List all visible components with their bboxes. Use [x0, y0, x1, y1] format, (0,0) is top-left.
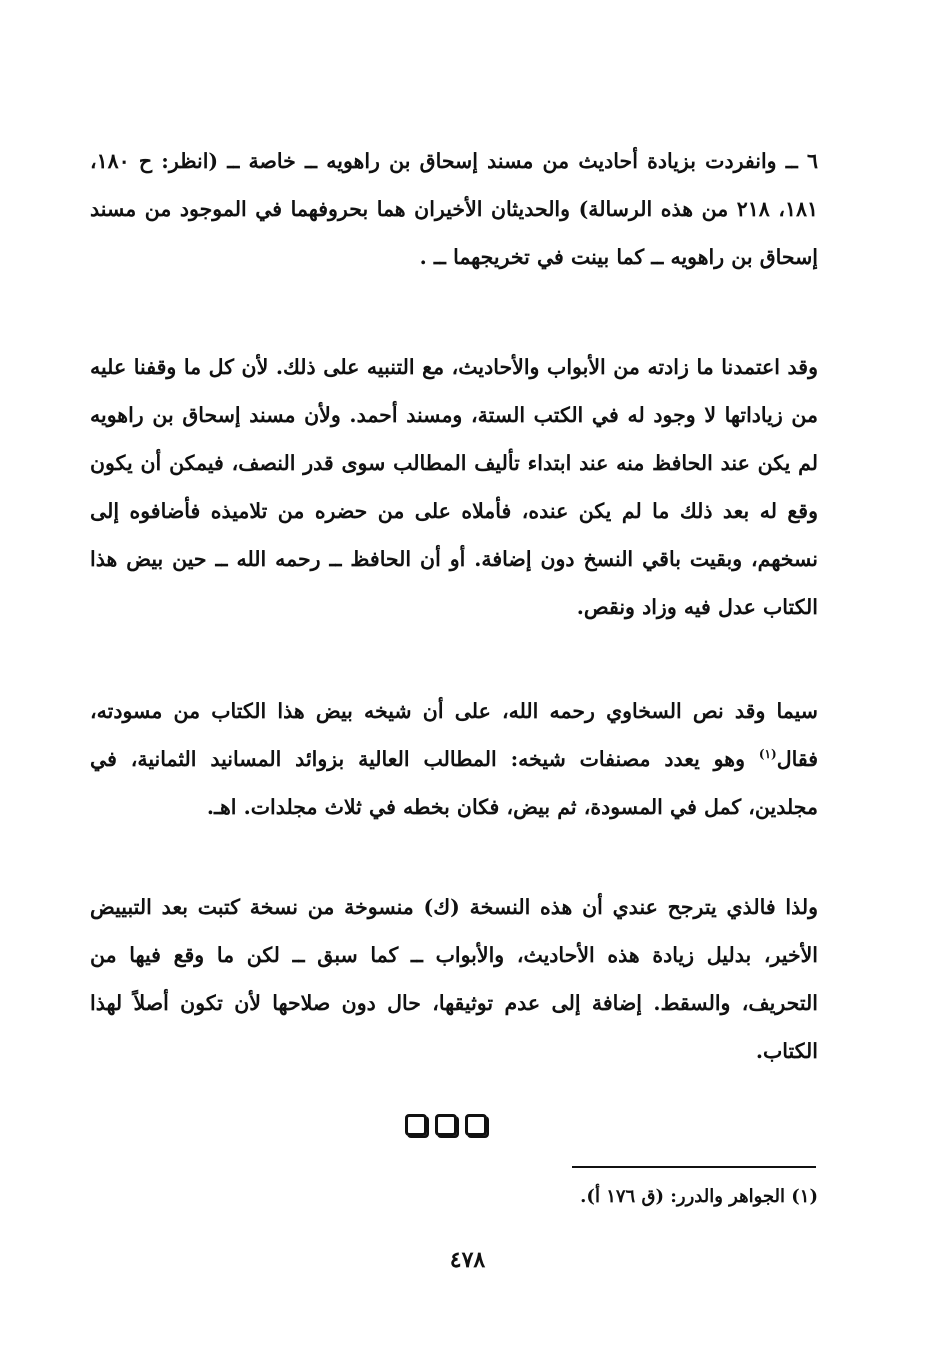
paragraph-sakhawi-quote: [90, 687, 818, 831]
page-number: ٤٧٨: [449, 1247, 486, 1273]
paragraph-text-start: سيما وقد نص السخاوي رحمه الله، على أن شيخه بيض هذا الكتاب من مسودته، فقال: [90, 698, 818, 771]
ornament-square-icon: [465, 1114, 487, 1136]
paragraph-item-6: ٦ ــ وانفردت بزيادة أحاديث من مسند إسحاق بن راهويه ــ خاصة ــ (انظر: ح ١٨٠، ١٨١، ٢١٨ من هذه الرسالة) والحديثان الأخيران هما بحروفهما في الموجود من مسند إسحاق بن راهويه ــ كما بينت في تخريجهما ــ .: [90, 148, 818, 269]
paragraph-text-end: وهو يعدد مصنفات شيخه: المطالب العالية بزوائد المسانيد الثمانية، في مجلدين، كمل في المسودة، ثم بيض، فكان بخطه في ثلاث مجلدات. اهـ.: [90, 746, 818, 819]
footnote-divider: [572, 1166, 816, 1168]
ornament-square-icon: [405, 1114, 427, 1136]
paragraph-adoption-reason: وقد اعتمدنا ما زادته من الأبواب والأحاديث، مع التنبيه على ذلك. لأن كل ما وقفنا عليه من زياداتها لا وجود له في الكتب الستة، ومسند أحمد. ولأن مسند إسحاق بن راهويه لم يكن عند الحافظ منه عند ابتداء تأليف المطالب سوى قدر النصف، فيمكن أن يكون وقع له بعد ذلك ما لم يكن عنده، فأملاه على من حضره من تلاميذه فأضافوه إلى نسخهم، وبقيت باقي النسخ دون إضافة. أو أن الحافظ ــ رحمه الله ــ حين بيض هذا الكتاب عدل فيه وزاد ونقص.: [90, 354, 818, 619]
paragraph-conclusion: ولذا فالذي يترجح عندي أن هذه النسخة (ك) منسوخة من نسخة كتبت بعد التبييض الأخير، بدليل زيادة هذه الأحاديث، والأبواب ــ كما سبق ــ لكن ما وقع فيها من التحريف، والسقط. إضافة إلى عدم توثيقها، حال دون صلاحها لأن تكون أصلاً لهذا الكتاب.: [90, 894, 818, 1063]
section-end-ornament: [405, 1114, 487, 1136]
footnote-marker: (١): [758, 746, 777, 761]
ornament-square-icon: [435, 1114, 457, 1136]
footnote: (١) الجواهر والدرر: (ق ١٧٦ أ).: [580, 1186, 818, 1207]
